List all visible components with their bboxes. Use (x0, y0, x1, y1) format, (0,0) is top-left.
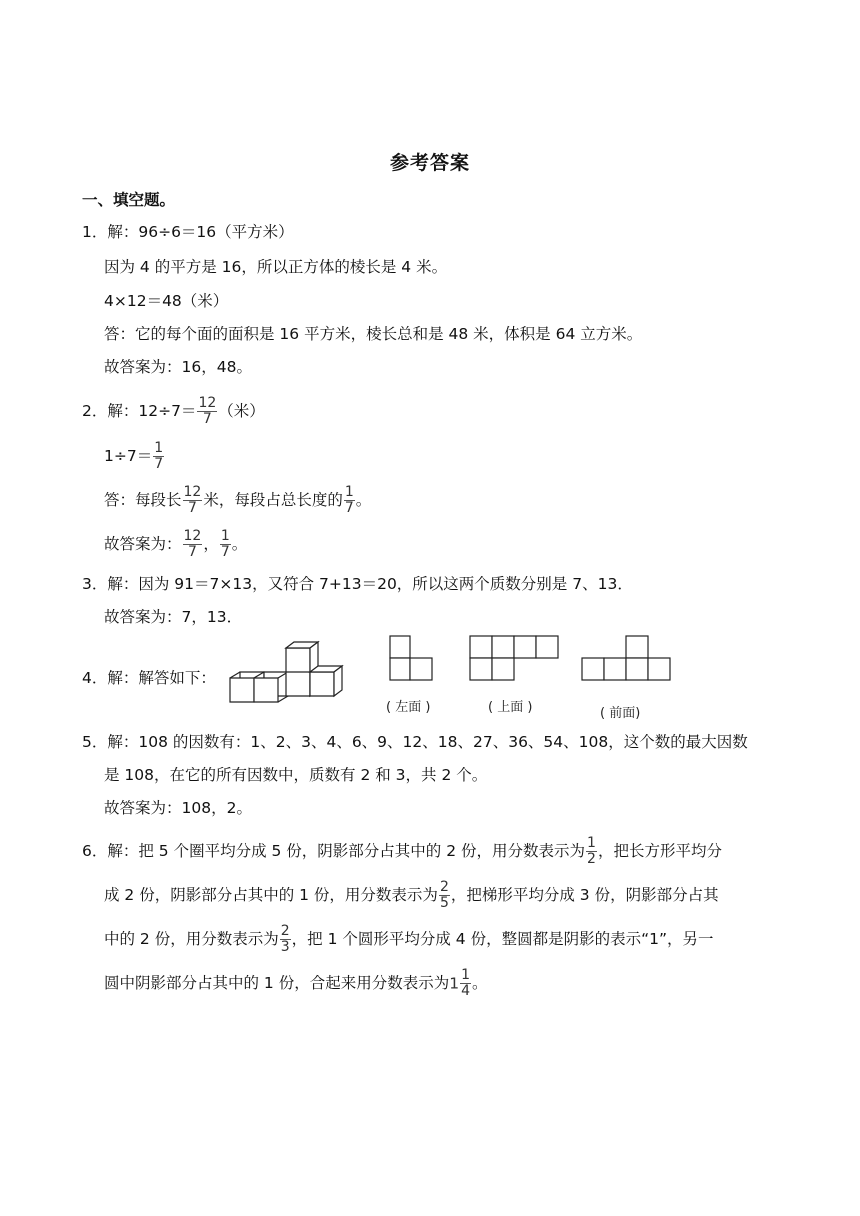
q2-line-4: 故答案为： $\frac{12}{7}$ ， $\frac{1}{7}$ 。 (104, 528, 248, 560)
q1-line-2: 因为 4 的平方是 16，所以正方体的棱长是 4 米。 (104, 258, 448, 276)
front-view-label: ( 前面) (600, 706, 641, 721)
fraction-12-7: $\frac{12}{7}$ (198, 395, 217, 427)
q6-line-1: 6．解：把 5 个圈平均分成 5 份，阴影部分占其中的 2 份，用分数表示为 $\frac{1}{2}$ ，把长方形平均分 (82, 835, 722, 867)
mixed-number-whole: 1 (449, 974, 460, 993)
q5-line-1: 5．解：108 的因数有：1、2、3、4、6、9、12、18、27、36、54、108，这个数的最大因数 (82, 733, 748, 751)
q3-line-1: 3．解：因为 91＝7×13，又符合 7+13＝20，所以这两个质数分别是 7、13． (82, 575, 633, 593)
fraction-12-7: $\frac{12}{7}$ (183, 484, 202, 516)
fraction-12-7: $\frac{12}{7}$ (183, 528, 202, 560)
q1-line-4: 答：它的每个面的面积是 16 平方米，棱长总和是 48 米，体积是 64 立方米。 (104, 325, 643, 343)
left-view-label: ( 左面 ) (386, 700, 431, 715)
q6-line-2: 成 2 份，阴影部分占其中的 1 份，用分数表示为 $\frac{2}{5}$ ，把梯形平均分成 3 份，阴影部分占其 (104, 879, 719, 911)
q2-line-1: 2．解：12÷7＝ $\frac{12}{7}$ （米） (82, 395, 265, 427)
q3-line-2: 故答案为：7，13． (104, 608, 243, 626)
fraction-1-7: $\frac{1}{7}$ (220, 528, 230, 560)
left-view (390, 636, 432, 680)
fraction-1-2: $\frac{1}{2}$ (587, 835, 596, 867)
q1-line-3: 4×12＝48（米） (104, 292, 229, 310)
fraction-1-4: $\frac{1}{4}$ (461, 967, 471, 999)
fraction-2-3: $\frac{2}{3}$ (280, 923, 290, 955)
front-view (582, 636, 670, 680)
q1-line-5: 故答案为：16，48。 (104, 358, 252, 376)
section-heading: 一、填空题。 (82, 191, 176, 209)
page-title: 参考答案 (389, 152, 470, 174)
q2-line-3: 答：每段长 $\frac{12}{7}$ 米，每段占总长度的 $\frac{1}{7}$ 。 (104, 484, 372, 516)
q5-line-2: 是 108，在它的所有因数中，质数有 2 和 3，共 2 个。 (104, 766, 488, 784)
q5-line-3: 故答案为：108，2。 (104, 799, 252, 817)
cube-solid-figure (230, 642, 342, 702)
fraction-1-7: $\frac{1}{7}$ (154, 440, 164, 472)
q2-line-1-text: 2．解：12÷7＝ (82, 402, 197, 420)
fraction-2-5: $\frac{2}{5}$ (439, 879, 449, 911)
q6-line-4: 圆中阴影部分占其中的 1 份，合起来用分数表示为1 $\frac{1}{4}$ 。 (104, 967, 488, 999)
q6-line-3: 中的 2 份，用分数表示为 $\frac{2}{3}$ ，把 1 个圆形平均分成 4 份，整圆都是阴影的表示“1”，另一 (104, 923, 714, 955)
three-view-figures (228, 630, 678, 722)
fraction-1-7: $\frac{1}{7}$ (344, 484, 354, 516)
top-view-label: ( 上面 ) (488, 700, 533, 715)
q1-line-1: 1．解：96÷6＝16（平方米） (82, 223, 294, 241)
top-view (470, 636, 558, 680)
q4-line-1: 4．解：解答如下： (82, 669, 216, 687)
q2-line-2: 1÷7＝ $\frac{1}{7}$ (104, 440, 164, 472)
